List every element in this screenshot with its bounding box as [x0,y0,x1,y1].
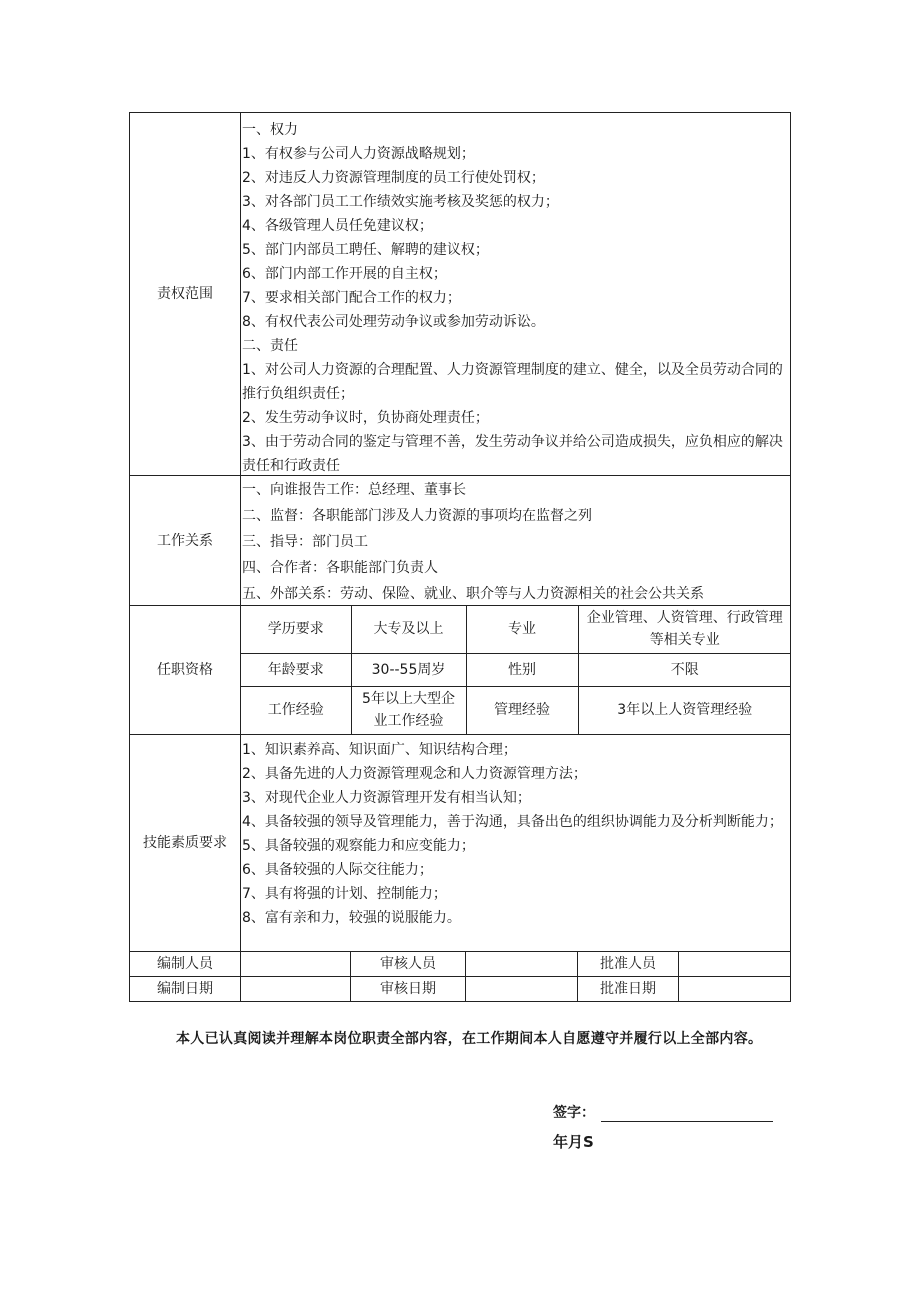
gender-value: 不限 [578,653,791,686]
relations-row [130,476,791,606]
major-value: 企业管理、人资管理、行政管理等相关专业 [578,606,791,653]
reviewed-date-value[interactable] [466,977,578,1002]
authority-line: 1、对公司人力资源的合理配置、人力资源管理制度的建立、健全，以及全员劳动合同的推行负组织责任； [242,362,783,402]
relations-line: 二、监督：各职能部门涉及人力资源的事项均在监督之列 [242,508,592,524]
qualifications-table [241,606,791,734]
authority-line: 2、对违反人力资源管理制度的员工行使处罚权； [242,170,545,186]
prepared-by-value[interactable] [241,952,351,977]
prepared-date-label: 编制日期 [130,977,241,1002]
approved-by-value[interactable] [679,952,791,977]
mgmt-experience-label: 管理经验 [466,686,578,734]
qualifications-label: 任职资格 [130,606,241,735]
authority-line: 6、部门内部工作开展的自主权； [242,266,447,282]
authority-line: 8、有权代表公司处理劳动争议或参加劳动诉讼。 [242,314,545,330]
relations-label: 工作关系 [130,476,241,606]
reviewed-by-label: 审核人员 [351,952,466,977]
footer-row-people [130,952,791,977]
skill-line: 2、具备先进的人力资源管理观念和人力资源管理方法； [242,766,587,782]
signature-date: 年月S [553,1133,594,1151]
authority-content [241,113,791,476]
gender-label: 性别 [466,653,578,686]
education-label: 学历要求 [241,606,351,653]
mgmt-experience-value: 3年以上人资管理经验 [578,686,791,734]
acknowledgement-text: 本人已认真阅读并理解本岗位职责全部内容，在工作期间本人自愿遵守并履行以上全部内容。 [176,1031,763,1047]
reviewed-date-label: 审核日期 [351,977,466,1002]
experience-label: 工作经验 [241,686,351,734]
skills-content [241,735,791,952]
age-value: 30--55周岁 [351,653,466,686]
relations-content [241,476,791,606]
skill-line: 4、具备较强的领导及管理能力，善于沟通，具备出色的组织协调能力及分析判断能力； [242,814,783,830]
skill-line: 7、具有将强的计划、控制能力； [242,886,447,902]
major-label: 专业 [466,606,578,653]
authority-label: 责权范围 [130,113,241,476]
relations-line: 三、指导：部门员工 [242,534,368,550]
authority-line: 7、要求相关部门配合工作的权力； [242,290,461,306]
relations-line: 五、外部关系：劳动、保险、就业、职介等与人力资源相关的社会公共关系 [242,586,704,602]
prepared-by-label: 编制人员 [130,952,241,977]
skill-line: 3、对现代企业人力资源管理开发有相当认知； [242,790,531,806]
relations-line: 四、合作者：各职能部门负责人 [242,560,438,576]
job-description-document [129,112,790,1002]
authority-line: 3、对各部门员工工作绩效实施考核及奖惩的权力； [242,194,559,210]
authority-line: 5、部门内部员工聘任、解聘的建议权； [242,242,489,258]
qualifications-row [130,606,791,735]
approved-date-value[interactable] [679,977,791,1002]
authority-line: 2、发生劳动争议时，负协商处理责任； [242,410,489,426]
reviewed-by-value[interactable] [466,952,578,977]
signature-block [553,1102,773,1122]
approved-by-label: 批准人员 [578,952,679,977]
skill-line: 6、具备较强的人际交往能力； [242,862,433,878]
authority-line: 一、权力 [242,122,298,138]
authority-line: 1、有权参与公司人力资源战略规划； [242,146,475,162]
skill-line: 8、富有亲和力，较强的说服能力。 [242,910,461,926]
experience-value: 5年以上大型企业工作经验 [351,686,466,734]
skill-line: 1、知识素养高、知识面广、知识结构合理； [242,742,517,758]
authority-line: 4、各级管理人员任免建议权； [242,218,433,234]
approved-date-label: 批准日期 [578,977,679,1002]
authority-line: 3、由于劳动合同的鉴定与管理不善，发生劳动争议并给公司造成损失，应负相应的解决责任和行政责任 [242,434,783,474]
skills-row [130,735,791,952]
job-description-table [129,112,791,1002]
education-value: 大专及以上 [351,606,466,653]
footer-row-dates [130,977,791,1002]
skills-label: 技能素质要求 [130,735,241,952]
authority-line: 二、责任 [242,338,298,354]
signature-line[interactable] [601,1103,773,1122]
age-label: 年龄要求 [241,653,351,686]
signature-label: 签字： [553,1105,595,1121]
prepared-date-value[interactable] [241,977,351,1002]
skill-line: 5、具备较强的观察能力和应变能力； [242,838,475,854]
relations-line: 一、向谁报告工作：总经理、董事长 [242,482,466,498]
authority-row [130,113,791,476]
